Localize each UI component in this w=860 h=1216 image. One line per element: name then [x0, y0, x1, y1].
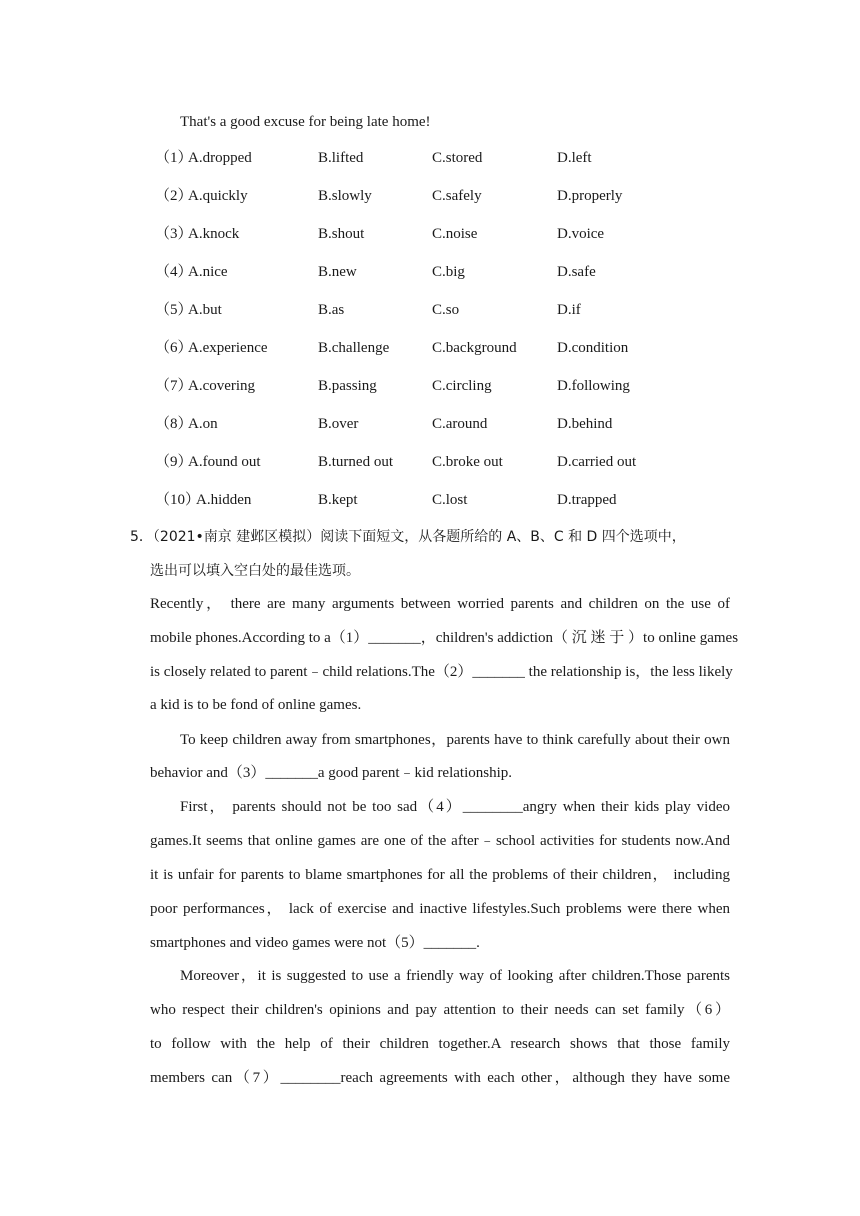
option-a: A.quickly [188, 188, 248, 204]
option-number: （2） [155, 188, 193, 204]
option-number: （3） [155, 226, 193, 242]
passage-line: Recently， there are many arguments between worried parents and children on the use of [150, 596, 730, 612]
passage-line: Moreover，it is suggested to use a friendly way of looking after children.Those parents [180, 968, 730, 984]
passage-line: poor performances， lack of exercise and inactive lifestyles.Such problems were there when [150, 901, 730, 917]
option-row [0, 338, 860, 358]
option-a: A.but [188, 302, 222, 318]
passage-line: mobile phones.According to a（1）_______，children's addiction（ 沉 迷 于 ）to online games [150, 630, 739, 646]
option-b: B.slowly [318, 188, 372, 204]
option-d: D.left [557, 150, 592, 166]
option-c: C.noise [432, 226, 478, 242]
option-row [0, 414, 860, 434]
passage-line: First， parents should not be too sad（4）________angry when their kids play video [180, 799, 730, 815]
option-number: （6） [155, 340, 193, 356]
option-b: B.lifted [318, 150, 364, 166]
passage-line: to follow with the help of their children together.A research shows that those family [150, 1036, 730, 1052]
option-a: A.hidden [196, 492, 252, 508]
option-c: C.big [432, 264, 465, 280]
question-instruction: 选出可以填入空白处的最佳选项。 [150, 563, 360, 579]
option-b: B.as [318, 302, 345, 318]
option-row [0, 148, 860, 168]
option-b: B.new [318, 264, 357, 280]
option-b: B.passing [318, 378, 377, 394]
option-c: C.stored [432, 150, 483, 166]
option-c: C.lost [432, 492, 468, 508]
option-b: B.shout [318, 226, 365, 242]
option-number: （1） [155, 150, 193, 166]
option-c: C.so [432, 302, 460, 318]
option-row [0, 186, 860, 206]
option-d: D.voice [557, 226, 605, 242]
passage-line: who respect their children's opinions and pay attention to their needs can set family（6） [150, 1002, 730, 1018]
option-d: D.following [557, 378, 630, 394]
passage-line: smartphones and video games were not（5）_______. [150, 935, 480, 951]
passage-line: a kid is to be fond of online games. [150, 697, 362, 713]
option-d: D.condition [557, 340, 629, 356]
option-b: B.kept [318, 492, 358, 508]
option-a: A.nice [188, 264, 228, 280]
option-a: A.covering [188, 378, 256, 394]
option-row [0, 376, 860, 396]
option-c: C.safely [432, 188, 482, 204]
option-row [0, 452, 860, 472]
question-header: 5．（2021•南京 建邺区模拟）阅读下面短文，从各题所给的 A、B、C 和 D 四个选项中， [130, 529, 686, 545]
option-d: D.behind [557, 416, 613, 432]
option-a: A.on [188, 416, 218, 432]
option-c: C.broke out [432, 454, 503, 470]
option-number: （10） [155, 492, 201, 508]
option-row [0, 300, 860, 320]
passage-line: behavior and（3）_______a good parent﹣kid relationship. [150, 765, 513, 781]
option-number: （4） [155, 264, 193, 280]
option-number: （7） [155, 378, 193, 394]
option-d: D.safe [557, 264, 596, 280]
intro-line: That's a good excuse for being late home! [180, 114, 431, 130]
option-c: C.background [432, 340, 517, 356]
option-a: A.dropped [188, 150, 252, 166]
option-number: （5） [155, 302, 193, 318]
option-d: D.if [557, 302, 581, 318]
passage-line: games.It seems that online games are one of the after﹣school activities for students now.And [150, 833, 730, 849]
option-a: A.found out [188, 454, 261, 470]
passage-line: it is unfair for parents to blame smartphones for all the problems of their children， including [150, 867, 730, 883]
option-number: （8） [155, 416, 193, 432]
option-row [0, 262, 860, 282]
option-b: B.turned out [318, 454, 393, 470]
option-c: C.around [432, 416, 488, 432]
passage-line: is closely related to parent﹣child relations.The（2）_______ the relationship is，the less likely [150, 664, 733, 680]
option-c: C.circling [432, 378, 492, 394]
option-d: D.trapped [557, 492, 617, 508]
passage-line: To keep children away from smartphones，parents have to think carefully about their own [180, 732, 730, 748]
option-row [0, 490, 860, 510]
option-a: A.experience [188, 340, 268, 356]
option-a: A.knock [188, 226, 240, 242]
option-row [0, 224, 860, 244]
option-b: B.challenge [318, 340, 390, 356]
option-number: （9） [155, 454, 193, 470]
option-d: D.carried out [557, 454, 637, 470]
option-b: B.over [318, 416, 359, 432]
option-d: D.properly [557, 188, 623, 204]
passage-line: members can（7）________reach agreements with each other，although they have some [150, 1070, 730, 1086]
